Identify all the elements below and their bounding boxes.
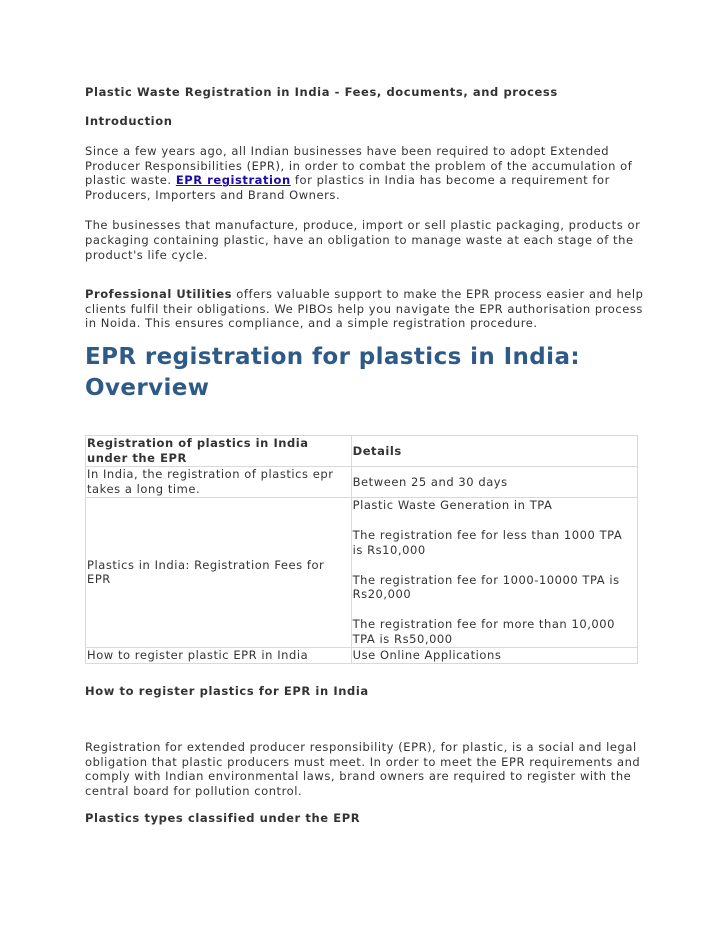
fee-line: The registration fee for 1000-10000 TPA is Rs20,000 [352,572,620,602]
intro-text-start: Since a few years ago, all Indian businesses have been required to adopt Extended Producer Responsibilities (EPR), in order to combat the problem of the accumulation of plastic waste. [85,144,633,188]
support-text: offers valuable support to make the EPR process easier and help clients fulfil their obligations. We PIBOs help you navigate the EPR authorisation process in Noida. This ensures compliance, and a simple registration procedure. [85,287,644,331]
registration-table [85,435,638,664]
plastic-types-heading: Plastics types classified under the EPR [85,811,361,825]
fee-line: The registration fee for less than 1000 TPA is Rs10,000 [352,528,623,557]
intro-text-end: for plastics in India has become a requirement for Producers, Importers and Brand Owners. [85,173,610,202]
obligation-paragraph: The businesses that manufacture, produce, import or sell plastic packaging, products or packaging containing plastic, have an obligation to manage waste at each stage of the product's life cycle. [85,218,641,262]
table-row [86,647,638,663]
table-header-cell: Registration of plastics in India under the EPR [86,436,352,467]
table-row [86,498,638,648]
table-cell: How to register plastic EPR in India [86,647,352,663]
table-header-cell: Details [351,436,637,467]
table-cell: Between 25 and 30 days [351,467,637,498]
table-cell: In India, the registration of plastics epr takes a long time. [86,467,352,498]
company-name: Professional Utilities [85,287,233,301]
table-header-row [86,436,638,467]
overview-heading: EPR registration for plastics in India: Overview [85,344,580,401]
introduction-heading: Introduction [85,114,173,128]
table-cell: Use Online Applications [351,647,637,663]
table-row [86,467,638,498]
fee-line: Plastic Waste Generation in TPA [352,498,553,512]
document-title: Plastic Waste Registration in India - Fees, documents, and process [85,85,558,99]
how-to-register-heading: How to register plastics for EPR in India [85,684,369,698]
fee-details-cell [351,498,637,648]
epr-registration-link[interactable]: EPR registration [175,173,291,188]
registration-paragraph: Registration for extended producer responsibility (EPR), for plastic, is a social and legal obligation that plastic producers must meet. In order to meet the EPR requirements and comply with Indian environmental laws, brand owners are required to register with the central board for pollution control. [85,740,641,798]
support-paragraph [85,287,645,331]
fee-line: The registration fee for more than 10,000 TPA is Rs50,000 [352,617,616,646]
intro-paragraph [85,144,645,202]
table-cell: Plastics in India: Registration Fees for EPR [86,498,352,648]
